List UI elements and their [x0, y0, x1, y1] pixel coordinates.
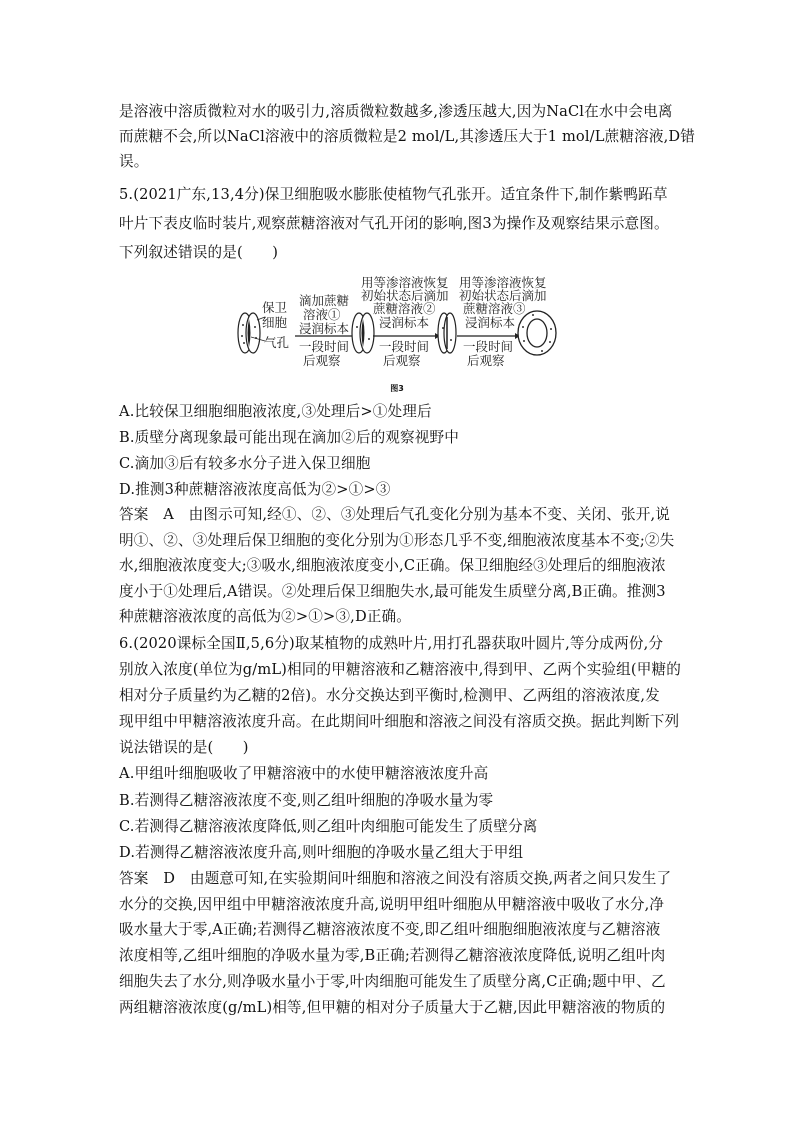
option-b: B.质壁分离现象最可能出现在滴加②后的观察视野中 — [119, 429, 460, 446]
option-d: D.若测得乙糖溶液浓度升高,则叶细胞的净吸水量乙组大于甲组 — [119, 844, 524, 861]
option-d: D.推测3种蔗糖溶液浓度高低为②>①>③ — [119, 481, 391, 498]
option-c: C.若测得乙糖溶液浓度降低,则乙组叶肉细胞可能发生了质壁分离 — [119, 818, 538, 835]
stoma-closed — [438, 313, 456, 353]
label-cell: 保卫 — [262, 300, 288, 315]
figure-caption: 图3 — [390, 384, 404, 393]
svg-text:后观察: 后观察 — [303, 353, 341, 368]
question-5-line: 5.(2021广东,13,4分)保卫细胞吸水膨胀使植物气孔张开。适宜条件下,制作紫鸭跖草 — [119, 186, 668, 203]
svg-text:初始状态后滴加: 初始状态后滴加 — [459, 288, 547, 303]
answer-6: 答案 D 由题意可知,在实验期间叶细胞和溶液之间没有溶质交换,两者之间只发生了 — [119, 870, 672, 887]
svg-text:浸润标本: 浸润标本 — [465, 315, 516, 330]
text-line: 两组糖溶液浓度(g/mL)相等,但甲糖的相对分子质量大于乙糖,因此甲糖溶液的物质的 — [119, 999, 666, 1016]
stoma-open — [518, 311, 556, 355]
option-c: C.滴加③后有较多水分子进入保卫细胞 — [119, 455, 371, 472]
step3-text: 用等渗溶液恢复 — [459, 275, 547, 290]
svg-text:初始状态后滴加: 初始状态后滴加 — [361, 288, 449, 303]
option-a: A.甲组叶细胞吸收了甲糖溶液中的水使甲糖溶液浓度升高 — [119, 765, 489, 782]
step1-text: 滴加蔗糖 — [299, 293, 350, 308]
svg-text:浸润标本: 浸润标本 — [379, 315, 430, 330]
text-line: 下列叙述错误的是( ) — [119, 244, 279, 261]
text-line: 误。 — [119, 153, 149, 170]
option-a: A.比较保卫细胞细胞液浓度,③处理后>①处理后 — [119, 403, 432, 420]
svg-text:蔗糖溶液②: 蔗糖溶液② — [373, 301, 436, 316]
svg-text:后观察: 后观察 — [383, 353, 421, 368]
text-line: 别放入浓度(单位为g/mL)相同的甲糖溶液和乙糖溶液中,得到甲、乙两个实验组(甲糖的 — [119, 661, 681, 678]
text-line: 而蔗糖不会,所以NaCl溶液中的溶质微粒是2 mol/L,其渗透压大于1 mol/L蔗糖溶液,D错 — [119, 128, 695, 145]
question-6-line: 6.(2020课标全国Ⅱ,5,6分)取某植物的成熟叶片,用打孔器获取叶圆片,等分成两份,分 — [119, 635, 664, 652]
text-line: 度小于①处理后,A错误。②处理后保卫细胞失水,最可能发生质壁分离,B正确。推测3 — [119, 583, 666, 600]
answer-5: 答案 A 由图示可知,经①、②、③处理后气孔变化分别为基本不变、关闭、张开,说 — [119, 506, 671, 523]
text-line: 是溶液中溶质微粒对水的吸引力,溶质微粒数越多,渗透压越大,因为NaCl在水中会电离 — [119, 103, 673, 120]
label-pore: 气孔 — [264, 335, 290, 350]
svg-text:浸润标本: 浸润标本 — [299, 321, 350, 336]
text-line: 细胞失去了水分,则净吸水量小于零,叶肉细胞可能发生了质壁分离,C正确;题中甲、乙 — [119, 973, 666, 990]
svg-text:蔗糖溶液③: 蔗糖溶液③ — [463, 301, 526, 316]
svg-text:一段时间: 一段时间 — [379, 339, 430, 354]
stoma-after-1 — [352, 313, 374, 353]
text-line: 相对分子质量约为乙糖的2倍)。水分交换达到平衡时,检测甲、乙两组的溶液浓度,发 — [119, 687, 660, 704]
svg-text:细胞: 细胞 — [262, 315, 288, 330]
text-line: 说法错误的是( ) — [119, 739, 249, 756]
text-line: 浓度相等,乙组叶细胞的净吸水量为零,B正确;若测得乙糖溶液浓度降低,说明乙组叶肉 — [119, 947, 666, 964]
text-line: 明①、②、③处理后保卫细胞的变化分别为①形态几乎不变,细胞液浓度基本不变;②失 — [119, 532, 675, 549]
svg-text:一段时间: 一段时间 — [299, 339, 350, 354]
stoma-normal — [238, 313, 260, 353]
text-line: 水,细胞液浓度变大;③吸水,细胞液浓度变小,C正确。保卫细胞经③处理后的细胞液浓 — [119, 557, 666, 574]
text-line: 叶片下表皮临时装片,观察蔗糖溶液对气孔开闭的影响,图3为操作及观察结果示意图。 — [119, 215, 669, 232]
text-line: 现甲组中甲糖溶液浓度升高。在此期间叶细胞和溶液之间没有溶质交换。据此判断下列 — [119, 713, 680, 730]
text-line: 吸水量大于零,A正确;若测得乙糖溶液浓度不变,即乙组叶细胞细胞液浓度与乙糖溶液 — [119, 921, 661, 938]
svg-text:一段时间: 一段时间 — [463, 339, 514, 354]
svg-text:溶液①: 溶液① — [303, 307, 341, 322]
svg-text:后观察: 后观察 — [467, 353, 505, 368]
text-line: 水分的交换,因甲组中甲糖溶液浓度升高,说明甲组叶细胞从甲糖溶液中吸收了水分,净 — [119, 896, 665, 913]
figure-3-diagram — [237, 275, 559, 375]
text-line: 种蔗糖溶液浓度的高低为②>①>③,D正确。 — [119, 608, 412, 625]
step2-text: 用等渗溶液恢复 — [361, 275, 449, 290]
option-b: B.若测得乙糖溶液浓度不变,则乙组叶细胞的净吸水量为零 — [119, 792, 494, 809]
